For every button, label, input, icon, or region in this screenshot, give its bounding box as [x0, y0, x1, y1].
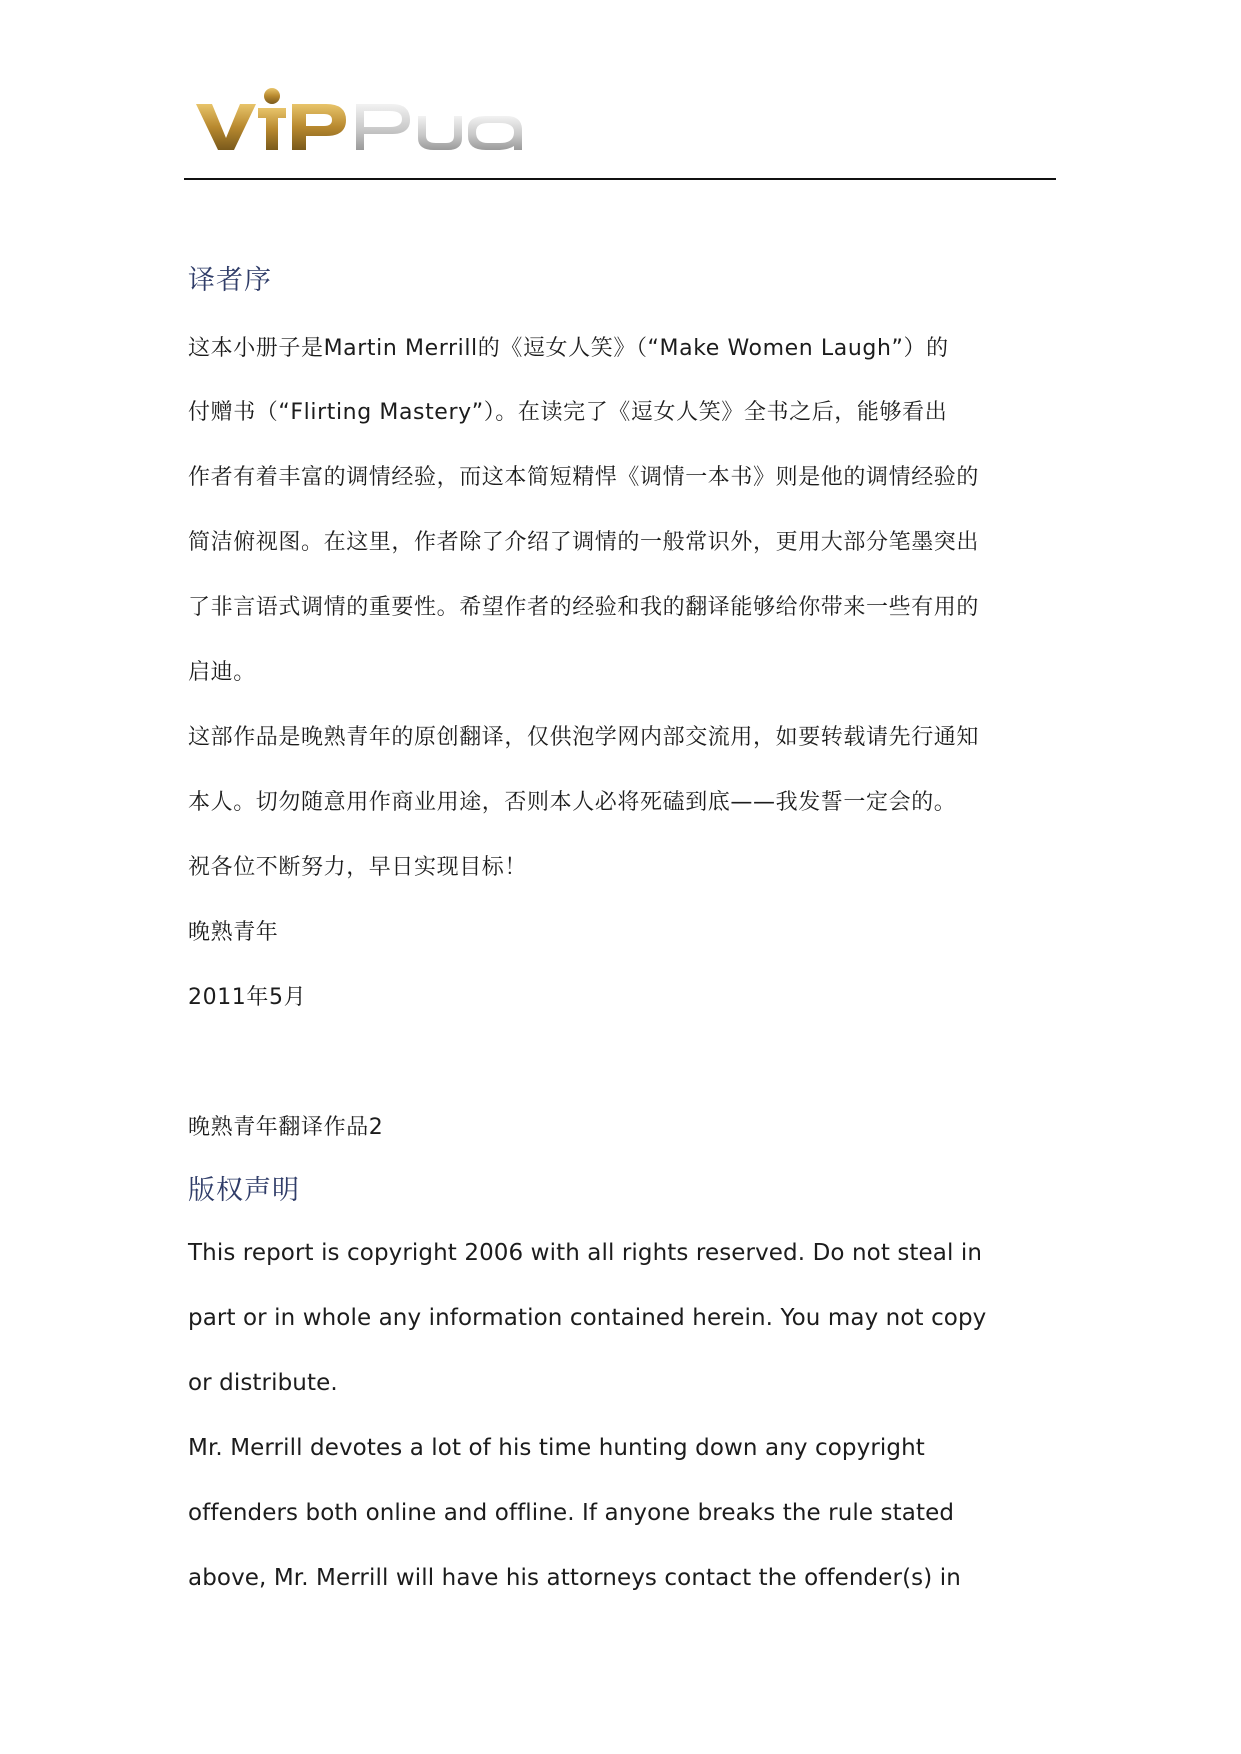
logo-letter-i	[258, 108, 286, 150]
preface-line: 简洁俯视图。在这里，作者除了介绍了调情的一般常识外，更用大部分笔墨突出	[188, 530, 980, 555]
copyright-line: This report is copyright 2006 with all rights reserved. Do not steal in	[188, 1240, 983, 1266]
preface-title: 译者序	[188, 265, 272, 296]
preface-line: 这本小册子是Martin Merrill的《逗女人笑》（“Make Women Laugh”）的	[188, 336, 949, 361]
copyright-title: 版权声明	[188, 1175, 300, 1206]
copyright-line: part or in whole any information contained herein. You may not copy	[188, 1305, 987, 1331]
copyright-line: Mr. Merrill devotes a lot of his time hunting down any copyright	[188, 1435, 925, 1461]
series-label: 晚熟青年翻译作品2	[188, 1115, 384, 1140]
preface-line: 了非言语式调情的重要性。希望作者的经验和我的翻译能够给你带来一些有用的	[188, 595, 980, 620]
logo-person-head	[264, 88, 280, 104]
logo-letter-p-silver	[356, 104, 410, 150]
header-divider	[184, 178, 1056, 180]
preface-line: 启迪。	[188, 660, 256, 685]
copyright-line: above, Mr. Merrill will have his attorneys contact the offender(s) in	[188, 1565, 961, 1591]
preface-date: 2011年5月	[188, 985, 307, 1010]
logo-letter-v	[196, 104, 256, 150]
preface-line: 付赠书（“Flirting Mastery”）。在读完了《逗女人笑》全书之后，能够看出	[188, 400, 948, 425]
logo-letter-u	[418, 116, 462, 150]
logo-letter-a	[468, 116, 522, 150]
preface-line: 祝各位不断努力，早日实现目标！	[188, 855, 528, 880]
preface-line: 这部作品是晚熟青年的原创翻译，仅供泡学网内部交流用，如要转载请先行通知	[188, 725, 980, 750]
preface-line: 本人。切勿随意用作商业用途，否则本人必将死磕到底——我发誓一定会的。	[188, 790, 957, 815]
copyright-line: offenders both online and offline. If anyone breaks the rule stated	[188, 1500, 955, 1526]
logo-letter-p-gold	[292, 104, 346, 150]
vippua-logo	[196, 86, 556, 156]
copyright-line: or distribute.	[188, 1370, 338, 1396]
preface-line: 作者有着丰富的调情经验，而这本简短精悍《调情一本书》则是他的调情经验的	[188, 465, 980, 490]
translator-signature: 晚熟青年	[188, 920, 279, 945]
